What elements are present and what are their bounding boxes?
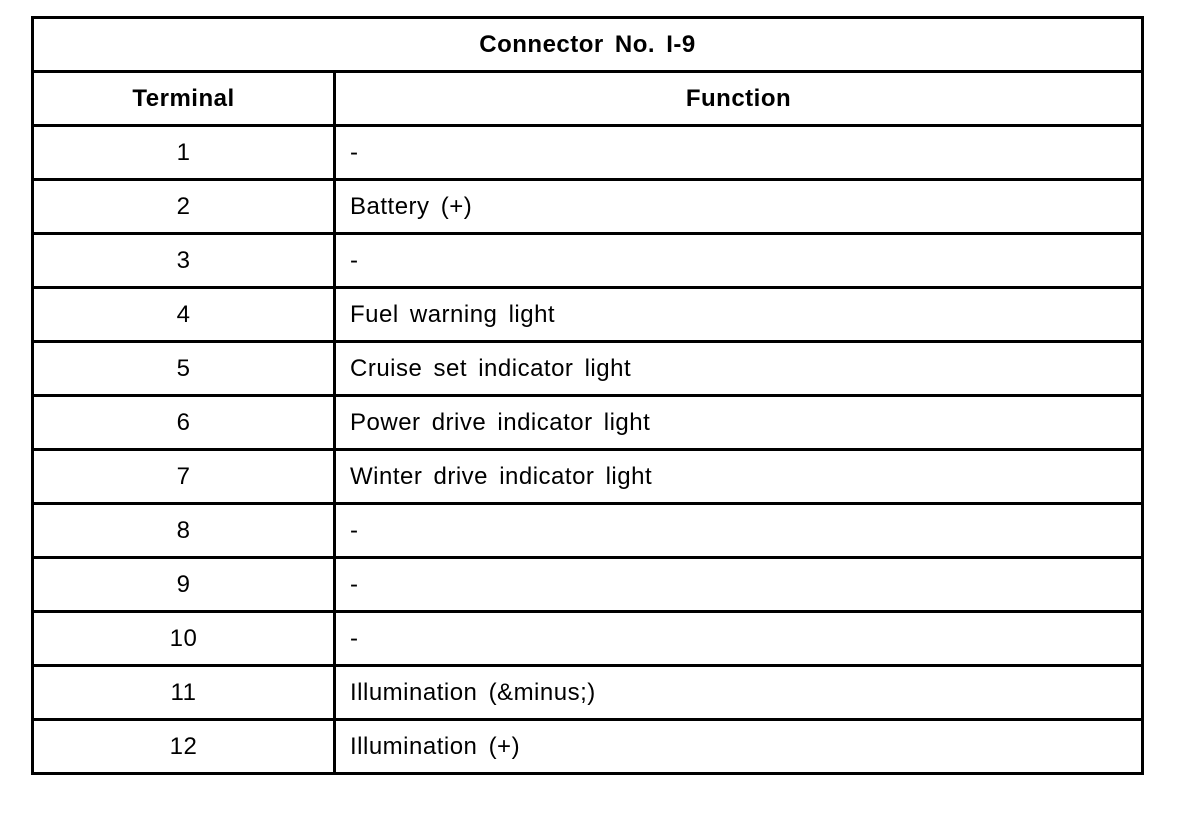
terminal-cell: 6	[33, 396, 335, 450]
table-title-row	[33, 18, 1143, 72]
function-cell: -	[335, 234, 1143, 288]
table-row	[33, 558, 1143, 612]
terminal-cell: 3	[33, 234, 335, 288]
table-row	[33, 720, 1143, 774]
function-cell: Cruise set indicator light	[335, 342, 1143, 396]
terminal-cell: 12	[33, 720, 335, 774]
table-row	[33, 396, 1143, 450]
connector-table	[31, 16, 1144, 775]
table-row	[33, 450, 1143, 504]
terminal-cell: 10	[33, 612, 335, 666]
table-row	[33, 666, 1143, 720]
table-header-row	[33, 72, 1143, 126]
table-row	[33, 342, 1143, 396]
terminal-cell: 9	[33, 558, 335, 612]
column-header-function: Function	[335, 72, 1143, 126]
function-cell: Illumination (+)	[335, 720, 1143, 774]
function-cell: Illumination (&minus;)	[335, 666, 1143, 720]
table-row	[33, 288, 1143, 342]
function-cell: Fuel warning light	[335, 288, 1143, 342]
table-row	[33, 504, 1143, 558]
table-title: Connector No. I-9	[33, 18, 1143, 72]
function-cell: Winter drive indicator light	[335, 450, 1143, 504]
table-row	[33, 612, 1143, 666]
terminal-cell: 8	[33, 504, 335, 558]
function-cell: Battery (+)	[335, 180, 1143, 234]
column-header-terminal: Terminal	[33, 72, 335, 126]
table-row	[33, 234, 1143, 288]
function-cell: -	[335, 126, 1143, 180]
terminal-cell: 5	[33, 342, 335, 396]
table-row	[33, 126, 1143, 180]
function-cell: -	[335, 612, 1143, 666]
terminal-cell: 7	[33, 450, 335, 504]
terminal-cell: 2	[33, 180, 335, 234]
function-cell: Power drive indicator light	[335, 396, 1143, 450]
terminal-cell: 1	[33, 126, 335, 180]
terminal-cell: 4	[33, 288, 335, 342]
terminal-cell: 11	[33, 666, 335, 720]
function-cell: -	[335, 504, 1143, 558]
table-row	[33, 180, 1143, 234]
function-cell: -	[335, 558, 1143, 612]
